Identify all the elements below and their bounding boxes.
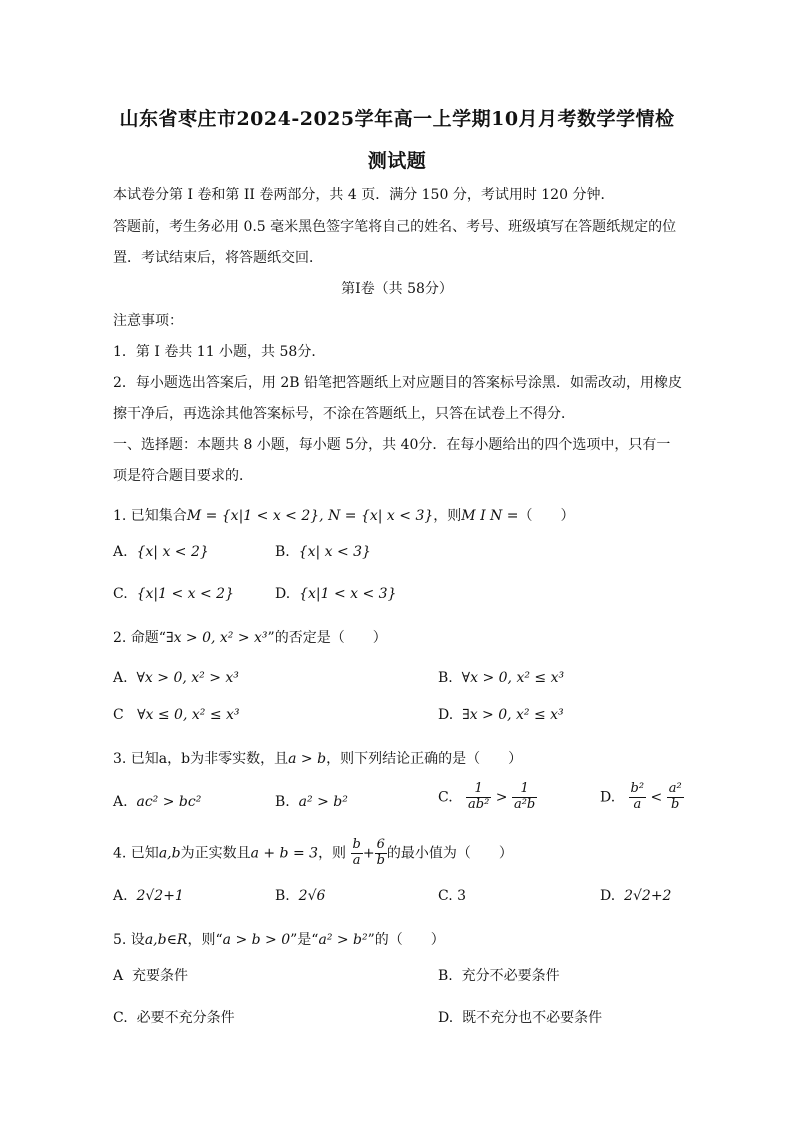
q4-mid2: ，则 xyxy=(318,845,347,862)
q2-option-b xyxy=(438,670,564,686)
q5-cond2: a² > b² xyxy=(318,932,368,948)
option-value: {x|1 < x < 2} xyxy=(136,586,234,602)
intro-line-1: 本试卷分第 I 卷和第 II 卷两部分，共 4 页．满分 150 分，考试用时 120 分钟． xyxy=(113,187,615,203)
q1-option-d xyxy=(275,586,397,602)
notice-1: 1．第 I 卷共 11 小题，共 58分． xyxy=(113,344,326,360)
operator: + xyxy=(362,845,375,862)
q2-suffix: ”的否定是（ ） xyxy=(267,630,387,646)
q4-option-d xyxy=(600,888,671,904)
option-value: 必要不充分条件 xyxy=(136,1010,235,1026)
denominator: ab² xyxy=(468,796,490,812)
denominator: a xyxy=(352,852,361,868)
question-1 xyxy=(113,505,574,525)
notice-2: 2．每小题选出答案后，用 2B 铅笔把答题纸上对应题目的答案标号涂黑．如需改动，用橡皮 xyxy=(113,375,683,391)
option-value: 3 xyxy=(457,888,467,904)
option-label: C. xyxy=(438,789,453,806)
q4-option-a xyxy=(113,888,184,904)
q3-option-c xyxy=(438,782,537,813)
q5-option-a xyxy=(113,965,188,985)
option-value: ac² > bc² xyxy=(136,794,202,810)
intro-line-2: 答题前，考生务必用 0.5 毫米黑色签字笔将自己的姓名、考号、班级填写在答题纸规定的位 xyxy=(113,219,677,235)
exam-title-line1: 山东省枣庄市2024-2025学年高一上学期10月月考数学学情检 xyxy=(119,108,675,130)
option-value: {x| x < 3} xyxy=(298,544,371,560)
q5-prefix: 5. 设 xyxy=(113,932,145,948)
option-label: B. xyxy=(275,544,290,560)
option-label: C. xyxy=(113,586,128,602)
q5-suffix: ”的（ ） xyxy=(367,932,445,948)
q1-option-a xyxy=(113,544,209,560)
question-3 xyxy=(113,748,522,768)
q4-prefix: 4. 已知 xyxy=(113,845,159,862)
q1-option-c xyxy=(113,586,234,602)
denominator: b xyxy=(671,796,680,812)
operator: < xyxy=(650,789,663,806)
q3-math: a > b xyxy=(288,751,327,767)
option-label: D. xyxy=(438,1010,454,1026)
q3-option-d xyxy=(600,782,684,813)
option-value: {x|1 < x < 3} xyxy=(299,586,397,602)
option-value: 充要条件 xyxy=(132,968,189,984)
section-title: 第Ⅰ卷（共 58分） xyxy=(341,281,453,297)
denominator: b xyxy=(376,852,385,868)
option-value: ∀x ≤ 0, x² ≤ x³ xyxy=(137,707,240,723)
q3-option-a xyxy=(113,794,201,810)
option-label: D. xyxy=(275,586,291,602)
option-value: ∀x > 0, x² ≤ x³ xyxy=(461,670,565,686)
q4-mid: 为正实数且 xyxy=(180,845,251,862)
option-label: A xyxy=(113,968,124,984)
option-label: A. xyxy=(113,670,128,686)
q4-option-c xyxy=(438,888,466,904)
question-4 xyxy=(113,838,513,869)
part1-line-2: 项是符合题目要求的． xyxy=(113,468,253,484)
option-label: A. xyxy=(113,544,128,560)
q1-prefix: 1. 已知集合 xyxy=(113,508,187,524)
option-label: D. xyxy=(438,707,454,723)
q5-option-c xyxy=(113,1007,235,1027)
option-value: 2√2+2 xyxy=(624,888,672,904)
q5-mid: ，则“ xyxy=(187,932,223,948)
notice-3: 擦干净后，再选涂其他答案标号，不涂在答题纸上，只答在试卷上不得分． xyxy=(113,406,575,422)
numerator: 1 xyxy=(512,782,537,798)
denominator: a xyxy=(633,796,642,812)
option-label: B. xyxy=(438,670,453,686)
fraction xyxy=(512,782,537,813)
part1-line-1: 一、选择题：本题共 8 小题，每小题 5分，共 40分．在每小题给出的四个选项中，只有一 xyxy=(113,437,671,453)
question-5 xyxy=(113,929,445,949)
option-label: C xyxy=(113,707,124,723)
option-label: A. xyxy=(113,794,128,810)
option-value: a² > b² xyxy=(298,794,348,810)
notice-title: 注意事项： xyxy=(113,313,183,329)
question-2 xyxy=(113,627,387,647)
numerator: b xyxy=(352,837,361,852)
q1-mid: ，则 xyxy=(433,508,462,524)
option-label: A. xyxy=(113,888,128,904)
q1-math2: M Ⅰ N = xyxy=(461,508,519,524)
fraction xyxy=(466,782,491,813)
q5-option-d xyxy=(438,1007,602,1027)
fraction xyxy=(667,782,684,813)
q4-suffix: 的最小值为（ ） xyxy=(386,845,513,862)
option-label: D. xyxy=(600,789,616,806)
option-value: 既不充分也不必要条件 xyxy=(462,1010,603,1026)
q5-option-b xyxy=(438,965,560,985)
numerator: b² xyxy=(630,781,645,796)
q2-math: ∃x > 0, x² > x³ xyxy=(165,630,268,646)
numerator: 1 xyxy=(466,782,491,798)
q2-option-c xyxy=(113,707,240,723)
option-label: B. xyxy=(438,968,453,984)
option-value: ∃x > 0, x² ≤ x³ xyxy=(462,707,564,723)
exam-title-line2: 测试题 xyxy=(367,150,427,172)
fraction xyxy=(351,838,363,869)
q3-option-b xyxy=(275,794,348,810)
q4-math2: a + b = 3 xyxy=(250,845,319,862)
q3-prefix: 3. 已知a，b为非零实数，且 xyxy=(113,751,289,767)
q4-math: a,b xyxy=(158,845,181,862)
q1-suffix: （ ） xyxy=(518,508,575,524)
intro-line-3: 置．考试结束后，将答题纸交回． xyxy=(113,250,323,266)
option-value: ∀x > 0, x² > x³ xyxy=(136,670,239,686)
operator: > xyxy=(495,789,508,806)
denominator: a²b xyxy=(513,796,536,812)
q3-suffix: ，则下列结论正确的是（ ） xyxy=(326,751,523,767)
q1-option-b xyxy=(275,544,371,560)
option-value: 充分不必要条件 xyxy=(461,968,560,984)
numerator: 6 xyxy=(375,838,387,854)
fraction xyxy=(375,838,387,869)
q2-option-d xyxy=(438,707,564,723)
option-label: C. xyxy=(113,1010,128,1026)
q1-math: M = {x|1 < x < 2}, N = {x| x < 3} xyxy=(186,508,434,524)
option-label: B. xyxy=(275,888,290,904)
numerator: a² xyxy=(668,781,682,796)
q5-cond1: a > b > 0 xyxy=(222,932,291,948)
q4-option-b xyxy=(275,888,325,904)
option-value: 2√2+1 xyxy=(136,888,184,904)
option-label: D. xyxy=(600,888,616,904)
q2-prefix: 2. 命题“ xyxy=(113,630,166,646)
fraction xyxy=(629,782,647,813)
option-label: B. xyxy=(275,794,290,810)
q5-math: a,b∈R xyxy=(144,932,188,948)
option-value: {x| x < 2} xyxy=(136,544,209,560)
option-label: C. xyxy=(438,888,453,904)
q5-mid2: ”是“ xyxy=(290,932,319,948)
q2-option-a xyxy=(113,670,239,686)
option-value: 2√6 xyxy=(298,888,326,904)
